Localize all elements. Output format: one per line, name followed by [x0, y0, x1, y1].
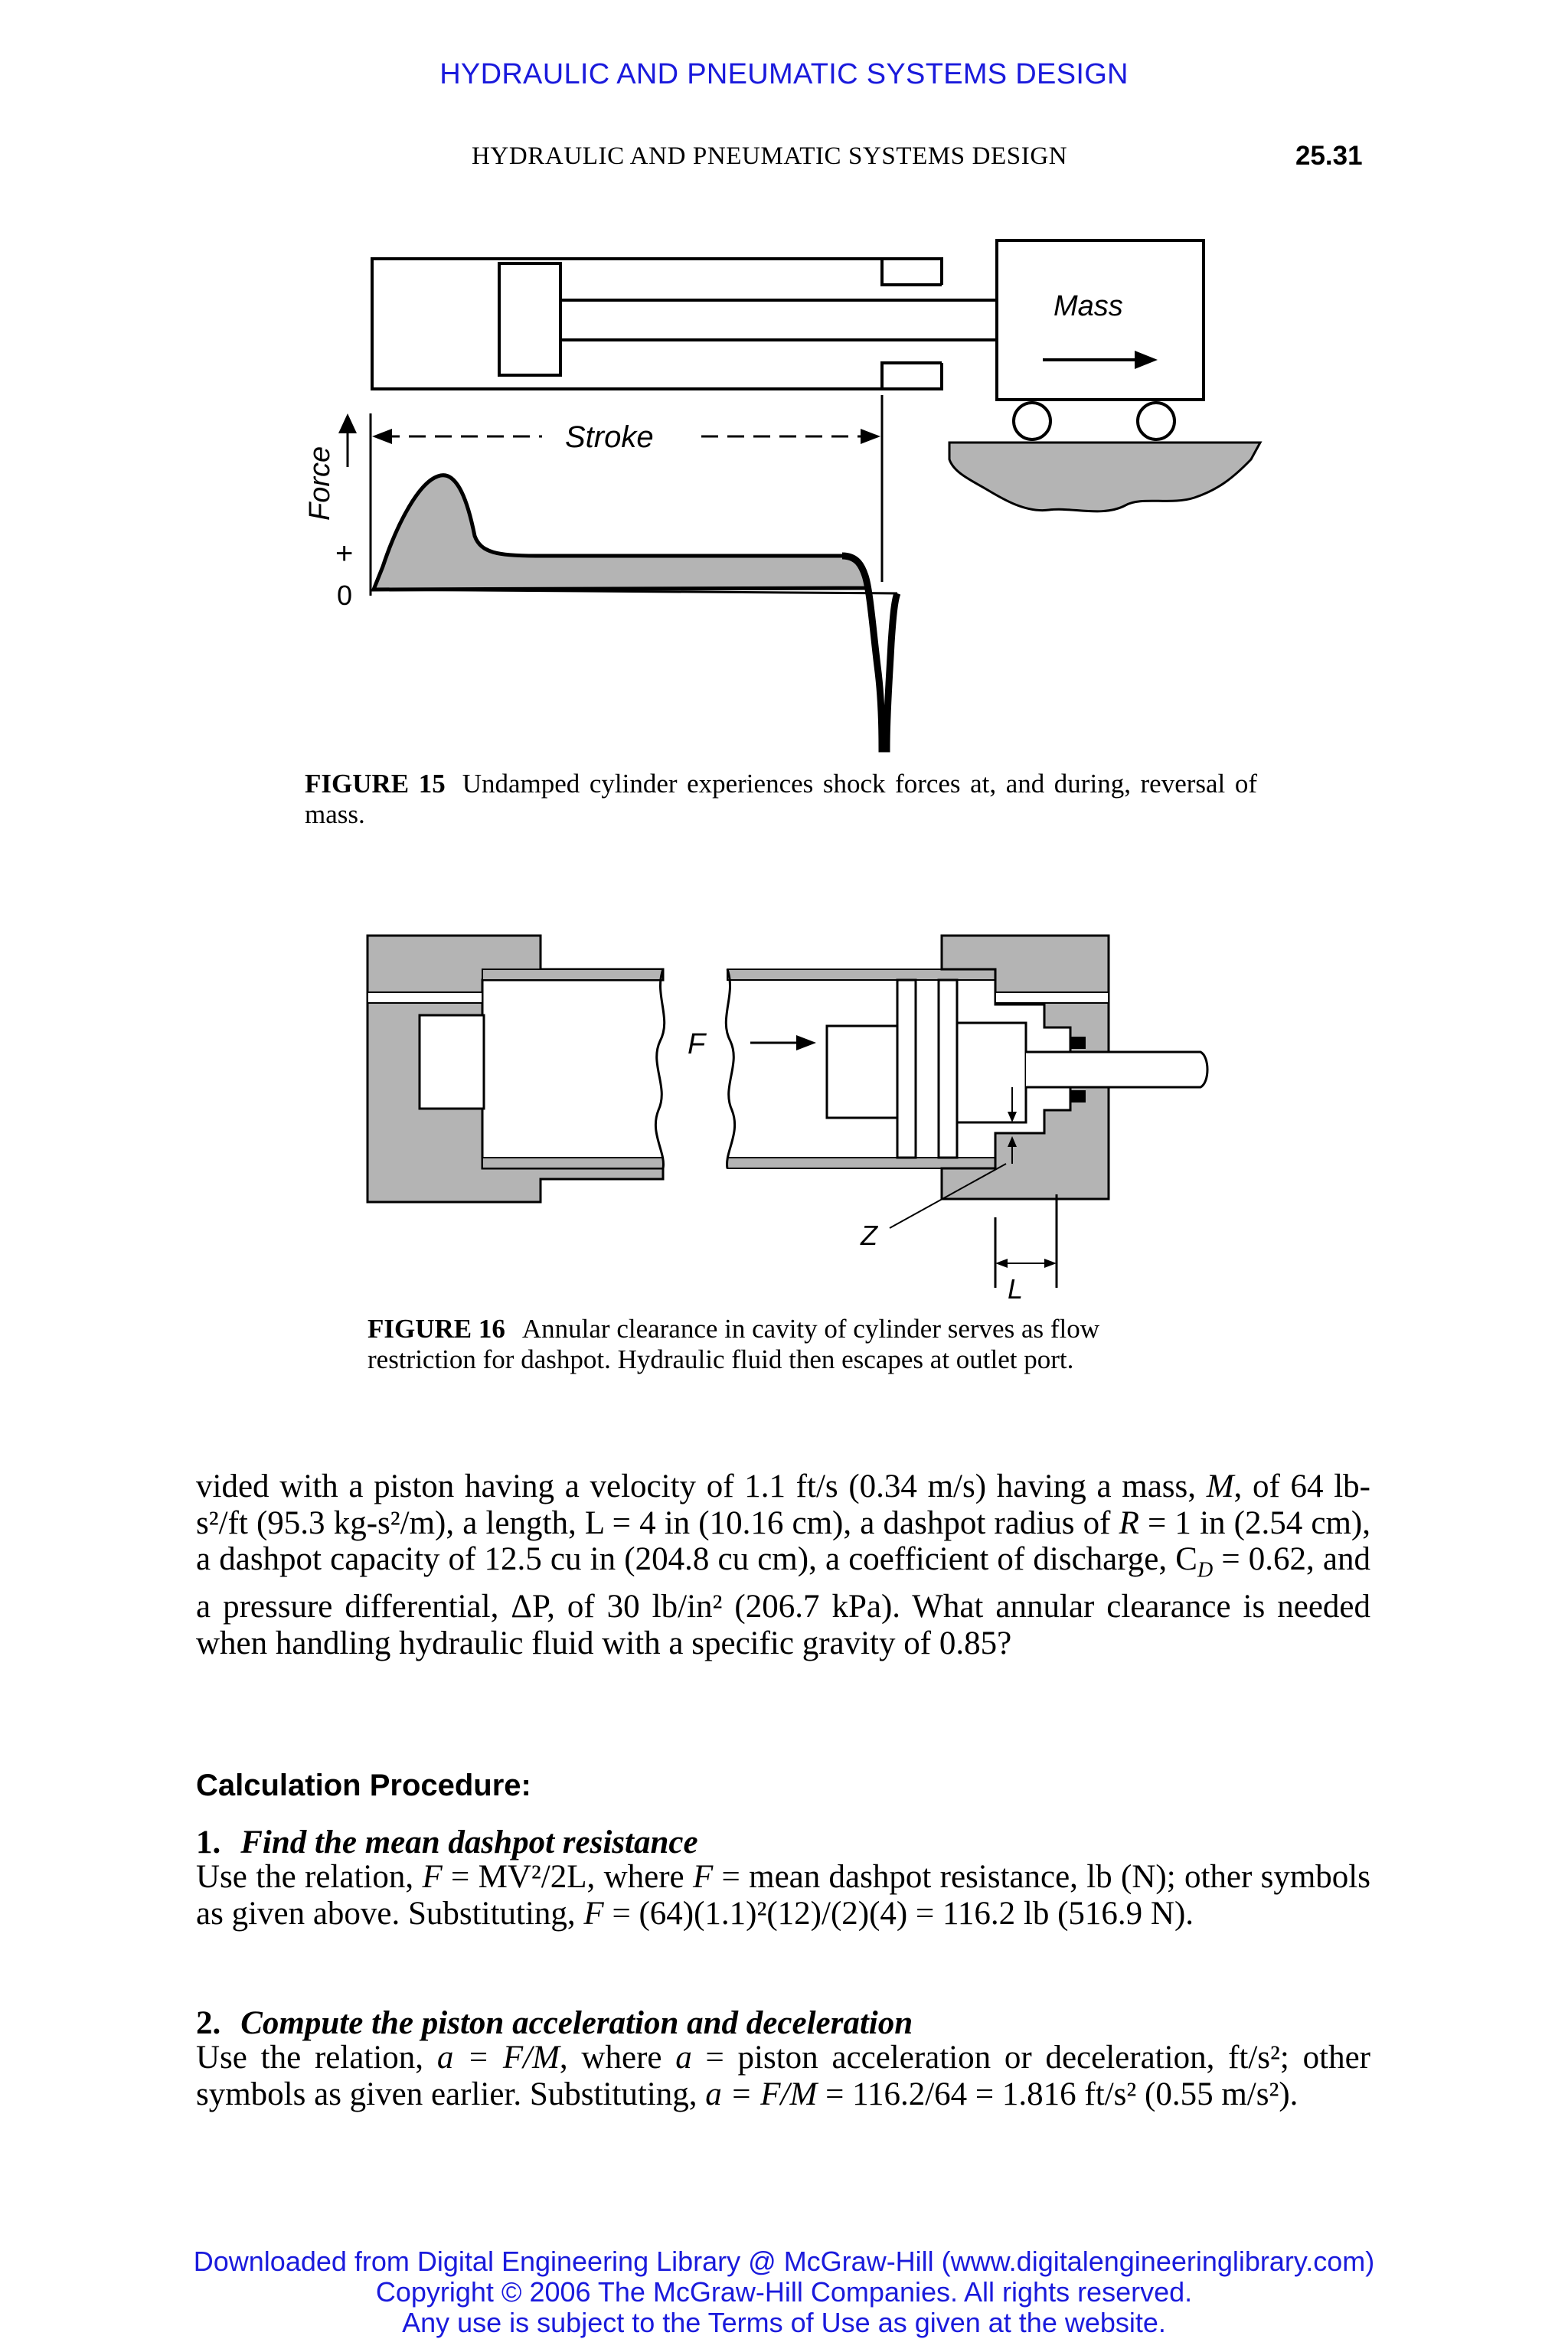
calculation-heading: Calculation Procedure:: [196, 1769, 531, 1802]
l-arrow-left: [995, 1259, 1008, 1268]
seal-bottom: [1070, 1090, 1086, 1102]
f-label: F: [688, 1028, 706, 1060]
figure-15-label: FIGURE 15: [305, 769, 446, 799]
left-inner-slot: [368, 992, 482, 1003]
running-head: HYDRAULIC AND PNEUMATIC SYSTEMS DESIGN: [472, 142, 1068, 170]
right-tube-top: [727, 969, 995, 980]
ground: [949, 443, 1260, 511]
step-2-text-3: = piston acceleration or deceleration, ft/s²; other symbols as given earlier. Substituting,: [196, 2040, 1370, 2112]
step-2-text-4: = 116.2/64 = 1.816 ft/s² (0.55 m/s²).: [817, 2076, 1298, 2112]
seal-top: [1070, 1037, 1086, 1049]
body-text-4: = 0.62, and a pressure differential, ΔP, of 30 lb/in² (206.7 kPa). What annular clearance is needed when handling hydraulic fluid with a specific gravity of 0.85?: [196, 1541, 1370, 1661]
zero-label: 0: [337, 580, 353, 611]
step-2-number: 2.: [196, 2005, 221, 2041]
plus-label: +: [335, 537, 354, 570]
left-piston-head: [420, 1015, 484, 1109]
left-tube-top: [482, 969, 663, 980]
problem-paragraph: [196, 1468, 1370, 1661]
dashpot-plunger: [827, 1026, 897, 1118]
step-2-title: [196, 2004, 913, 2042]
piston-hub: [957, 1023, 1026, 1122]
body-symbol-r: R: [1119, 1504, 1139, 1541]
step-1-text-1: Use the relation,: [196, 1859, 423, 1895]
piston-rod: [560, 300, 997, 340]
z-label: Z: [861, 1220, 877, 1251]
cylinder-body: [372, 259, 942, 389]
piston-disc-2: [939, 980, 957, 1158]
left-tube-bottom: [482, 1158, 663, 1168]
cylinder-rod-gland: [882, 259, 942, 389]
left-break-line: [655, 969, 664, 1168]
body-text-2: , of 64 lb-s²/ft (95.3 kg-s²/m), a length, L = 4 in (10.16 cm), a dashpot radius of: [196, 1468, 1370, 1541]
figure-16-diagram: [360, 926, 1233, 1309]
step-1-body: [196, 1859, 1370, 1932]
body-text-3: = 1 in (2.54 cm), a dashpot capacity of 12.5 cu in (204.8 cu cm), a coefficient of discharge, C: [196, 1504, 1370, 1577]
step-2-title-text: Compute the piston acceleration and deceleration: [240, 2005, 913, 2041]
figure-15-diagram: [291, 230, 1286, 766]
piston-disc-1: [897, 980, 916, 1158]
force-label: Force: [304, 446, 336, 521]
figure-16-caption: [368, 1314, 1196, 1375]
right-break-line: [726, 969, 734, 1168]
step-1-title-text: Find the mean dashpot resistance: [240, 1824, 698, 1860]
step-1-number: 1.: [196, 1824, 221, 1860]
body-symbol-m: M: [1206, 1468, 1234, 1504]
footer-terms: Any use is subject to the Terms of Use as given at the website.: [402, 2307, 1166, 2338]
force-curve: [374, 475, 868, 590]
mass-label: Mass: [1054, 290, 1123, 322]
step-1-title: [196, 1824, 698, 1861]
stroke-arrow-right: [861, 429, 880, 444]
step-1-text-2: = MV²/2L, where: [442, 1859, 693, 1895]
body-text-1: vided with a piston having a velocity of 1.1 ft/s (0.34 m/s) having a mass,: [196, 1468, 1207, 1504]
download-footer: [0, 2246, 1568, 2338]
step-2-expr-2: a: [675, 2040, 692, 2076]
figure-15-caption: [305, 769, 1257, 830]
step-1-text-3: = mean dashpot resistance, lb (N); other symbols as given above. Substituting,: [196, 1859, 1370, 1932]
right-tube-bottom: [727, 1158, 995, 1168]
body-subscript-d: D: [1197, 1558, 1214, 1583]
piston: [499, 263, 560, 375]
figure-16-label: FIGURE 16: [368, 1314, 505, 1344]
page-number: 25.31: [1295, 141, 1363, 171]
right-inner-slot: [995, 992, 1109, 1003]
step-1-text-4: = (64)(1.1)²(12)/(2)(4) = 116.2 lb (516.9 N).: [603, 1895, 1194, 1932]
step-2-text-1: Use the relation,: [196, 2040, 437, 2076]
step-1-symbol-f1: F: [422, 1859, 443, 1895]
wheel-left: [1014, 403, 1050, 439]
stroke-arrow-left: [372, 429, 392, 444]
step-2-expr-3: a = F/M: [705, 2076, 818, 2112]
site-banner: HYDRAULIC AND PNEUMATIC SYSTEMS DESIGN: [439, 58, 1129, 90]
footer-download-link[interactable]: Downloaded from Digital Engineering Library @ McGraw-Hill (www.digitalengineeringlibrary.com): [193, 2246, 1375, 2277]
step-2-expr-1: a = F/M: [436, 2040, 560, 2076]
wheel-right: [1138, 403, 1174, 439]
outlet-rod: [1026, 1052, 1207, 1087]
step-1-symbol-f3: F: [583, 1895, 604, 1932]
step-1-symbol-f2: F: [692, 1859, 714, 1895]
footer-copyright: Copyright © 2006 The McGraw-Hill Companies. All rights reserved.: [375, 2276, 1193, 2308]
stroke-label: Stroke: [565, 420, 654, 454]
l-arrow-right: [1044, 1259, 1057, 1268]
figure-15-caption-text: Undamped cylinder experiences shock forces at, and during, reversal of mass.: [305, 769, 1257, 829]
step-2-text-2: , where: [559, 2040, 676, 2076]
force-f-arrow-head: [796, 1035, 816, 1050]
force-arrow-head: [338, 413, 357, 433]
l-label: L: [1008, 1273, 1024, 1305]
step-2-body: [196, 2040, 1370, 2112]
figure-16-caption-text: Annular clearance in cavity of cylinder serves as flow restriction for dashpot. Hydraulic fluid then escapes at outlet port.: [368, 1314, 1099, 1374]
